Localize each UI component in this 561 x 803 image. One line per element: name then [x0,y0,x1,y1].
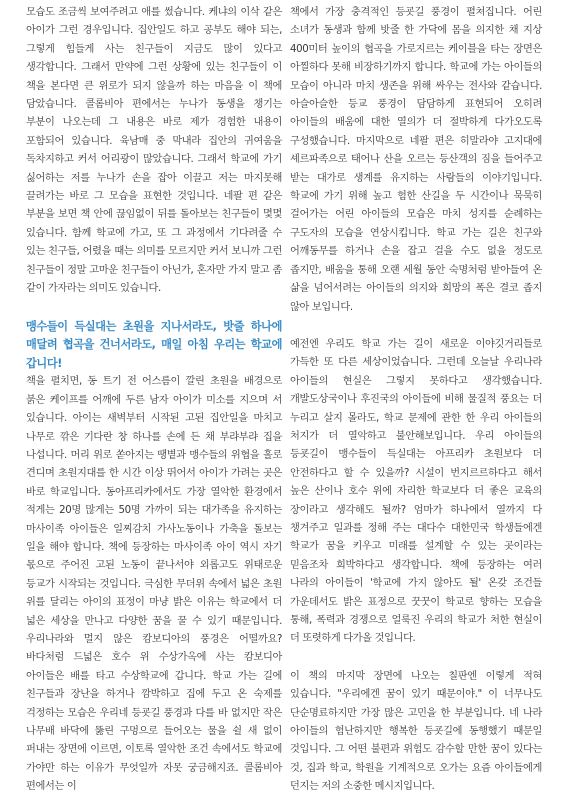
body-paragraph-1: 모습도 조금씩 보여주려고 애를 썼습니다. 케냐의 이삭 같은 아이가 그런 경우입니다. 집안일도 하고 공부도 해야 되는, 그렇게 힘들게 사는 친구들이 지금도 많이 있다고 생각합니다. 그래서 만약에 그런 상황에 있는 친구들이 이 책을 본다면 큰 위로가 되지 않을까 하는 마음을 이 책에 담았습니다. 콜롬비아 편에서는 누나가 동생을 챙기는 부분이 나오는데 그 내용은 바로 제가 경험한 내용이 포함되어 있습니다. 육남매 중 막내라 집안의 귀여움을 독차지하고 커서 어리광이 많았습니다. 그래서 학교에 가기 싫어하는 저를 누나가 손을 잡아 이끌고 저는 마지못해 끌려가는 바로 그 모습을 표현한 것입니다. 네팔 편 같은 부분을 보면 책 안에 끊임없이 뒤를 돌아보는 친구들이 몇몇 있습니다. 함께 학교에 가고, 또 그 과정에서 기다려줄 수 있는 친구들, 어렸을 때는 의미를 모르지만 커서 보니까 그런 친구들이 정말 고마운 친구들이 아닌가, 혼자만 가지 말고 좀 같이 가자라는 의미도 있습니다. [26,7,282,295]
section-heading: 맹수들이 득실대는 초원을 지나서라도, 밧줄 하나에 매달려 협곡을 건너서라도, 매일 아침 우리는 학교에 갑니다! [26,319,282,370]
body-paragraph-2: 책을 펼치면, 동 트기 전 어스름이 깔린 초원을 배경으로 붉은 케이프를 어깨에 두른 남자 아이가 미소를 지으며 서 있습니다. 아이는 새벽부터 시작된 고된 집안일을 마치고 나무로 깎은 기다란 창 하나를 손에 든 채 부랴부랴 집을 나섭니다. 머리 위로 쏟아지는 땡볕과 맹수들의 위협을 홀로 견디며 초원지대를 한 시간 이상 뛰어서 아이가 가려는 곳은 바로 학교입니다. 동아프리카에서도 가장 열악한 환경에서 적게는 20명 많게는 50명 가까이 되는 대가족을 유지하는 마사이족 아이들은 일찌감치 가사노동이나 가축을 돌보는 일을 해야 합니다. 책에 등장하는 마사이족 아이 역시 자기 몫으로 주어진 고된 노동이 끝나서야 외롭고도 위태로운 등교가 시작되는 것입니다. 극심한 무더위 속에서 넓은 초원 위를 달리는 아이의 표정이 마냥 밝은 이유는 학교에서 더 넓은 세상을 만나고 다양한 꿈을 꿀 수 있기 때문입니다. 우리나라와 멀지 않은 캄보디아의 풍경은 어떨까요? 바다처럼 드넓은 호수 위 수상가옥에 사는 캄보디아 아이들은 배를 타고 수상학교에 갑니다. 학교 가는 길에 친구들과 장난을 하거나 깜박하고 집에 두고 온 숙제를 걱정하는 모습은 우리네 등굣길 풍경과 다를 바 없지만 작은 나무배 바닥에 뚫린 구멍으로 들어오는 물을 쉴 새 없이 퍼내는 장면에 이르면, 이토록 열악한 조건 속에서도 학교에 가야만 하는 이유가 무엇일까 자못 궁금해지죠. 콜롬비아 편에서는 이 [26,376,282,793]
paragraph-gap [26,299,282,318]
paragraph-gap [290,317,542,336]
left-column [26,4,282,797]
right-column [290,4,542,797]
paragraph-gap [290,649,542,668]
body-paragraph-4: 예전엔 우리도 학교 가는 길이 새로운 이야깃거리들로 가득한 또 다른 세상이었습니다. 그런데 오늘날 우리나라 아이들의 현실은 그렇지 못하다고 생각했습니다. 개발도상국이나 후진국의 아이들에 비해 물질적 풍요는 더 누리고 살지 몰라도, 학교 문제에 관한 한 우리 아이들의 처지가 더 열악하고 불안해보입니다. 우리 아이들의 등굣길이 맹수들이 득실대는 아프리카 초원보다 더 안전하다고 할 수 있을까? 시설이 번지르르하다고 해서 높은 산이나 호수 위에 자리한 학교보다 더 좋은 교육의 장이라고 생각해도 될까? 엄마가 하나에서 열까지 다 챙겨주고 일과를 정해 주는 대다수 대한민국 학생들에겐 학교가 꿈을 키우고 미래를 설계할 수 있는 곳이라는 믿음조차 희박하다고 생각합니다. 책에 등장하는 여러 나라의 아이들이 '학교에 가지 않아도 될' 온갖 조건들 가운데서도 밝은 표정으로 꿋꿋이 학교로 향하는 모습을 통해, 폭력과 경쟁으로 얼룩진 우리의 학교가 처한 현실이 더 또렷하게 다가올 것입니다. [290,338,542,645]
body-paragraph-3: 책에서 가장 충격적인 등굣길 풍경이 펼쳐집니다. 어린 소녀가 동생과 함께 밧줄 한 가닥에 몸을 의지한 채 지상 400미터 높이의 협곡을 가로지르는 케이블을 타는 장면은 아찔하다 못해 비장하기까지 합니다. 학교에 가는 아이들의 모습이 아니라 마치 생존을 위해 싸우는 전사와 같습니다. 아슬아슬한 등교 풍경이 담담하게 표현되어 오히려 아이들의 배움에 대한 열의가 더 절박하게 다가오도록 구성했습니다. 마지막으로 네팔 편은 히말라야 고지대에 셰르파족으로 태어나 산을 오르는 등산객의 짐을 들어주고 받는 대가로 생계를 유지하는 사람들의 이야기입니다. 학교에 가기 위해 높고 험한 산길을 두 시간이나 묵묵히 걸어가는 어린 아이들의 모습은 마치 성지를 순례하는 구도자의 모습을 연상시킵니다. 학교 가는 길은 친구와 어깨동무를 하거나 손을 잡고 걸을 수도 없을 정도로 좁지만, 배움을 통해 오랜 세월 동안 숙명처럼 받아들여 온 삶을 넘어서려는 아이들의 의지와 희망의 폭은 결코 좁지 않아 보입니다. [290,7,542,313]
body-paragraph-5: 이 책의 마지막 장면에 나오는 칠판엔 이렇게 적혀 있습니다. "우리에겐 꿈이 있기 때문이야." 이 너무나도 단순명료하지만 가장 많은 고민을 한 부분입니다. 네 나라 아이들의 험난하지만 행복한 등굣길에 동행했기 때문일 것입니다. 그 어떤 불편과 위험도 감수할 만한 꿈이 있다는 것, 집과 학교, 학원을 기계적으로 오가는 요즘 아이들에게 던지는 저의 소중한 메시지입니다. [290,670,542,793]
